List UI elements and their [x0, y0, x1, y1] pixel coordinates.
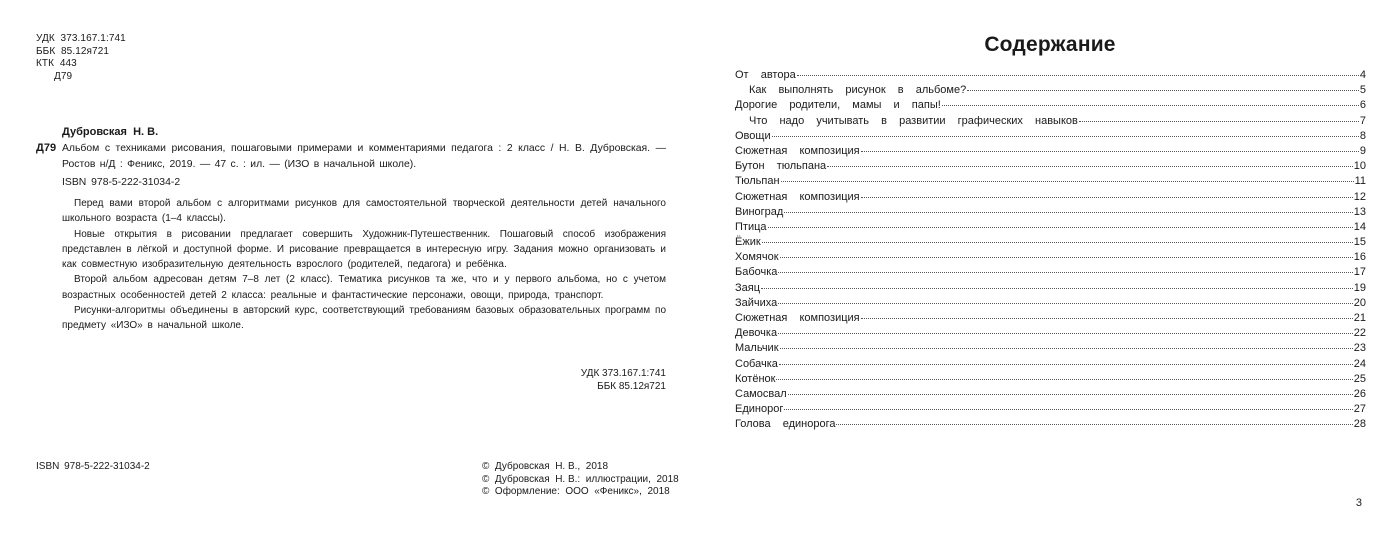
toc-entry-label: Как выполнять рисунок в альбоме? [749, 84, 967, 97]
annotation [62, 196, 666, 334]
toc-entry-page: 12 [1353, 190, 1366, 203]
toc-entry-label: Дорогие родители, мамы и папы! [735, 99, 941, 112]
toc-entry-page: 6 [1359, 99, 1366, 112]
toc-entry-label: Заяц [735, 281, 761, 294]
copyright-block [482, 461, 679, 499]
dot-leader [778, 272, 1352, 273]
toc-entry-page: 22 [1353, 327, 1366, 340]
toc-entry[interactable] [735, 341, 1366, 356]
toc-entry[interactable] [735, 387, 1366, 402]
dot-leader [776, 379, 1352, 380]
dot-leader [861, 318, 1353, 319]
toc-entry-page: 20 [1353, 296, 1366, 309]
dot-leader [768, 227, 1353, 228]
annotation-paragraph: Рисунки-алгоритмы объединены в авторский курс, соответствующий требованиям базовых образовательных программ по предмету «ИЗО» в начальной школе. [62, 305, 666, 332]
toc-entry-page: 26 [1353, 387, 1366, 400]
toc-entry-page: 8 [1359, 129, 1366, 142]
toc-entry[interactable] [735, 174, 1366, 189]
dot-leader [861, 197, 1353, 198]
toc-entry-label: Виноград [735, 205, 784, 218]
toc-entry[interactable] [735, 372, 1366, 387]
dot-leader [779, 364, 1353, 365]
dot-leader [797, 75, 1359, 76]
toc-entry-page: 7 [1359, 114, 1366, 127]
toc-entry[interactable] [735, 296, 1366, 311]
toc-entry-label: Птица [735, 220, 767, 233]
toc-entry-label: Сюжетная композиция [735, 312, 860, 324]
bbk-code: ББК 85.12я721 [597, 380, 666, 392]
biblio-author-mark: Д79 [36, 142, 57, 154]
toc-entry[interactable] [735, 129, 1366, 144]
copyright-line: © Дубровская Н. В.: иллюстрации, 2018 [482, 473, 679, 485]
dot-leader [780, 257, 1353, 258]
dot-leader [761, 288, 1353, 289]
dot-leader [836, 424, 1352, 425]
toc-entry-label: Сюжетная композиция [735, 190, 860, 203]
dot-leader [762, 242, 1353, 243]
isbn: ISBN 978-5-222-31034-2 [62, 177, 181, 188]
toc-entry-label: Хомячок [735, 251, 779, 264]
ktk-code: КТК 443 [36, 58, 77, 69]
dot-leader [772, 136, 1359, 137]
toc-entry[interactable] [735, 98, 1366, 113]
toc-entry[interactable] [735, 205, 1366, 220]
toc-entry-label: Ёжик [735, 236, 761, 249]
toc-entry[interactable] [735, 357, 1366, 372]
toc-entry-label: Девочка [735, 327, 778, 340]
dot-leader [778, 303, 1352, 304]
annotation-paragraph: Перед вами второй альбом с алгоритмами рисунков для самостоятельной творческой деятельности детей начального школьного возраста (1–4 классы). [62, 198, 666, 225]
toc-entry-page: 16 [1353, 251, 1366, 264]
toc-entry-label: Бабочка [735, 266, 778, 279]
toc-entry-page: 23 [1353, 342, 1366, 355]
toc-entry-page: 5 [1359, 84, 1366, 97]
toc-entry-label: Голова единорога [735, 418, 836, 431]
toc-entry-label: От автора [735, 69, 796, 81]
bibliographic-record [36, 141, 666, 172]
toc-entry-page: 11 [1354, 175, 1366, 188]
toc-entry-page: 15 [1353, 236, 1366, 249]
classification-codes [36, 33, 126, 83]
toc-entry-page: 10 [1353, 160, 1366, 173]
toc-entry[interactable] [735, 68, 1366, 83]
toc-entry[interactable] [735, 83, 1366, 98]
toc-entry-page: 9 [1359, 144, 1366, 157]
toc-entry-label: Единорог [735, 403, 784, 416]
page-number: 3 [1355, 497, 1362, 509]
toc-entry-label: Котёнок [735, 372, 776, 385]
copyright-line: © Дубровская Н. В., 2018 [482, 461, 609, 472]
toc-entry[interactable] [735, 250, 1366, 265]
bbk-code: ББК 85.12я721 [36, 45, 110, 57]
toc-entry-label: Бутон тюльпана [735, 160, 827, 173]
annotation-paragraph: Второй альбом адресован детям 7–8 лет (2 класс). Тематика рисунков та же, что и у первого альбома, но с учетом возрастных особенностей детей 2 класса: реальные и фантастические персонажи, овощи, природа, транспорт. [62, 274, 666, 301]
copyright-line: © Оформление: ООО «Феникс», 2018 [482, 486, 670, 497]
toc-entry-label: Что надо учитывать в развитии графических навыков [749, 114, 1078, 127]
table-of-contents [735, 68, 1366, 433]
toc-entry-page: 21 [1353, 312, 1366, 324]
dot-leader [1079, 121, 1359, 122]
dot-leader [784, 409, 1352, 410]
toc-entry[interactable] [735, 144, 1366, 159]
toc-entry[interactable] [735, 326, 1366, 341]
classification-codes-bottom [581, 368, 666, 393]
toc-entry[interactable] [735, 190, 1366, 205]
contents-title: Содержание [984, 33, 1116, 56]
toc-entry-page: 13 [1353, 205, 1366, 218]
toc-entry-label: Овощи [735, 129, 771, 142]
udk-code: УДК 373.167.1:741 [580, 368, 666, 379]
dot-leader [788, 394, 1353, 395]
toc-entry-page: 14 [1353, 220, 1366, 233]
dot-leader [861, 151, 1359, 152]
dot-leader [784, 212, 1352, 213]
toc-entry-page: 24 [1353, 357, 1366, 370]
author-mark: Д79 [54, 70, 73, 82]
toc-entry[interactable] [735, 402, 1366, 417]
author-name: Дубровская Н. В. [62, 126, 159, 138]
toc-entry-page: 17 [1353, 266, 1366, 279]
dot-leader [827, 166, 1353, 167]
toc-entry-label: Самосвал [735, 387, 787, 400]
toc-entry-page: 19 [1353, 281, 1366, 294]
toc-entry-page: 4 [1359, 69, 1366, 81]
toc-entry-label: Сюжетная композиция [735, 144, 860, 157]
toc-entry-label: Зайчиха [735, 296, 778, 309]
toc-entry[interactable] [735, 281, 1366, 296]
dot-leader [778, 333, 1353, 334]
toc-entry[interactable] [735, 311, 1366, 326]
toc-entry[interactable] [735, 417, 1366, 432]
biblio-description: Альбом с техниками рисования, пошаговыми примерами и комментариями педагога : 2 класс / Н. В. Дубровская. — Ростов н/Д : Феникс, 2019. — 47 с. : ил. — (ИЗО в начальной школе). [62, 143, 666, 170]
footer-isbn: ISBN 978-5-222-31034-2 [36, 461, 150, 472]
dot-leader [942, 105, 1359, 106]
toc-entry-page: 28 [1353, 418, 1366, 431]
toc-entry-page: 27 [1353, 403, 1366, 416]
dot-leader [780, 348, 1353, 349]
toc-entry-page: 25 [1353, 372, 1366, 385]
toc-entry-label: Мальчик [735, 342, 779, 355]
annotation-paragraph: Новые открытия в рисовании предлагает совершить Художник-Путешественник. Пошаговый способ изображения представлен в лёгкой и доступной форме. И рисование превращается в интересную игру. Задания можно организовать и как совместную изобразительную деятельность взрослого (родителей, педагога) и ребёнка. [62, 228, 666, 271]
dot-leader [967, 90, 1359, 91]
toc-entry[interactable] [735, 235, 1366, 250]
right-page-contents [700, 0, 1400, 537]
toc-entry[interactable] [735, 265, 1366, 280]
dot-leader [781, 181, 1354, 182]
toc-entry[interactable] [735, 159, 1366, 174]
toc-entry-label: Тюльпан [735, 175, 780, 188]
toc-entry[interactable] [735, 220, 1366, 235]
toc-entry-label: Собачка [735, 357, 778, 370]
udk-code: УДК 373.167.1:741 [36, 33, 126, 44]
toc-entry[interactable] [735, 114, 1366, 129]
